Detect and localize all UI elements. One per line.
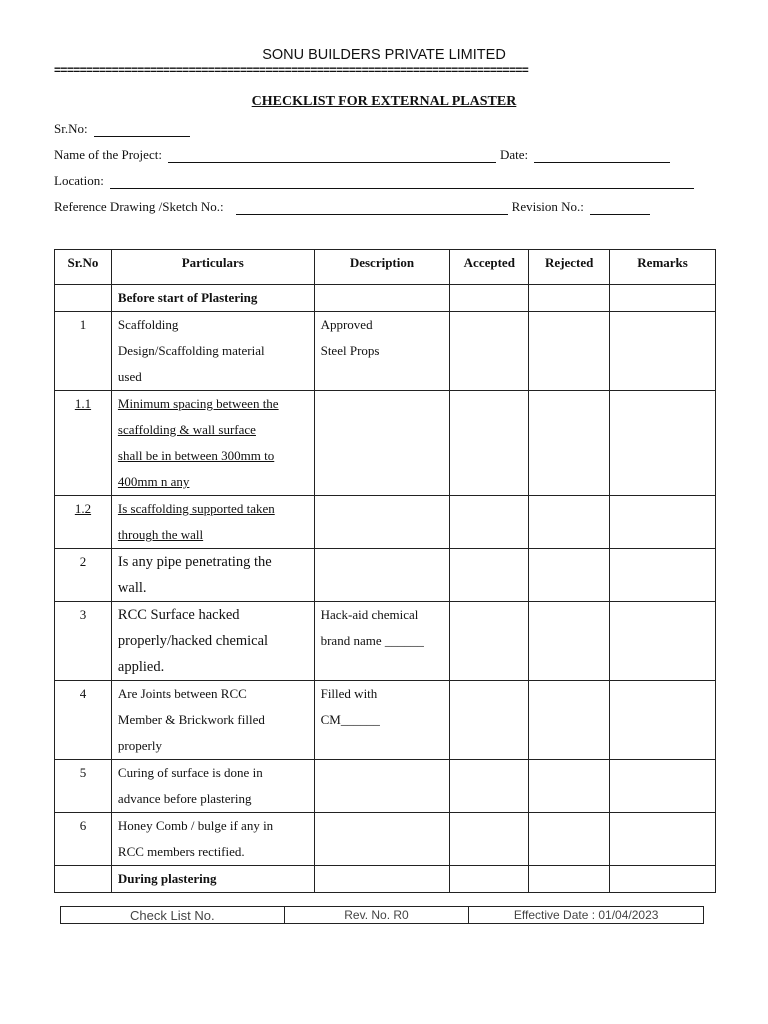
section-row-before	[55, 285, 716, 312]
particulars-cell: Minimum spacing between the scaffolding & wall surface shall be in between 300mm to 400mm n any	[111, 391, 314, 496]
section-label-before: Before start of Plastering	[111, 285, 314, 312]
table-row	[55, 813, 716, 866]
rejected-cell[interactable]	[529, 391, 610, 496]
section-row-during	[55, 866, 716, 893]
location-blank[interactable]	[110, 176, 694, 189]
rejected-cell[interactable]	[529, 549, 610, 602]
company-name: SONU BUILDERS PRIVATE LIMITED	[262, 47, 506, 63]
sr-cell: 1	[55, 312, 112, 391]
particulars-cell: Is any pipe penetrating the wall.	[111, 549, 314, 602]
table-row	[55, 312, 716, 391]
accepted-cell[interactable]	[450, 312, 529, 391]
particulars-cell: Scaffolding Design/Scaffolding material used	[111, 312, 314, 391]
rejected-cell[interactable]	[529, 681, 610, 760]
location-label: Location:	[54, 173, 104, 188]
ref-drawing-label: Reference Drawing /Sketch No.:	[54, 199, 224, 214]
particulars-cell: Is scaffolding supported taken through the wall	[111, 496, 314, 549]
accepted-cell[interactable]	[450, 760, 529, 813]
footer-checklist-no: Check List No.	[61, 907, 285, 924]
sr-cell: 6	[55, 813, 112, 866]
description-cell	[314, 760, 450, 813]
table-header-row	[55, 250, 716, 285]
remarks-cell[interactable]	[610, 391, 716, 496]
description-cell	[314, 549, 450, 602]
remarks-cell[interactable]	[610, 312, 716, 391]
description-cell	[314, 496, 450, 549]
description-cell: Approved Steel Props	[314, 312, 450, 391]
ref-drawing-blank[interactable]	[236, 202, 508, 215]
revision-blank[interactable]	[590, 202, 650, 215]
ref-drawing-field[interactable]	[54, 199, 650, 215]
sr-cell: 2	[55, 549, 112, 602]
separator-rule: ==========================================================================	[54, 64, 529, 76]
accepted-cell[interactable]	[450, 496, 529, 549]
table-row	[55, 391, 716, 496]
particulars-cell: Honey Comb / bulge if any in RCC members rectified.	[111, 813, 314, 866]
rejected-cell[interactable]	[529, 496, 610, 549]
sr-cell: 4	[55, 681, 112, 760]
remarks-cell[interactable]	[610, 813, 716, 866]
description-cell: Hack-aid chemical brand name ______	[314, 602, 450, 681]
footer-table	[60, 906, 704, 924]
particulars-cell: RCC Surface hacked properly/hacked chemical applied.	[111, 602, 314, 681]
table-row	[55, 602, 716, 681]
accepted-cell[interactable]	[450, 681, 529, 760]
table-row	[55, 760, 716, 813]
date-label: Date:	[499, 147, 529, 162]
accepted-cell[interactable]	[450, 391, 529, 496]
sr-cell: 1.2	[55, 496, 112, 549]
accepted-cell[interactable]	[450, 549, 529, 602]
footer-rev-no: Rev. No. R0	[284, 907, 469, 924]
col-header-sr-no: Sr.No	[55, 250, 112, 285]
table-row	[55, 496, 716, 549]
sr-no-label: Sr.No:	[54, 121, 88, 136]
remarks-cell[interactable]	[610, 760, 716, 813]
col-header-rejected: Rejected	[529, 250, 610, 285]
sr-no-field[interactable]	[54, 121, 190, 137]
description-cell	[314, 391, 450, 496]
project-blank[interactable]	[168, 150, 496, 163]
remarks-cell[interactable]	[610, 681, 716, 760]
sr-cell: 5	[55, 760, 112, 813]
remarks-cell[interactable]	[610, 496, 716, 549]
rejected-cell[interactable]	[529, 813, 610, 866]
sr-no-blank[interactable]	[94, 124, 190, 137]
description-cell: Filled with CM______	[314, 681, 450, 760]
accepted-cell[interactable]	[450, 813, 529, 866]
col-header-particulars: Particulars	[111, 250, 314, 285]
project-field[interactable]	[54, 147, 670, 163]
footer-effective-date: Effective Date : 01/04/2023	[469, 907, 704, 924]
table-row	[55, 681, 716, 760]
checklist-table	[54, 249, 716, 893]
accepted-cell[interactable]	[450, 602, 529, 681]
description-cell	[314, 813, 450, 866]
sr-cell: 3	[55, 602, 112, 681]
table-row	[55, 549, 716, 602]
date-blank[interactable]	[534, 150, 670, 163]
remarks-cell[interactable]	[610, 549, 716, 602]
document-title: CHECKLIST FOR EXTERNAL PLASTER	[251, 94, 517, 109]
col-header-remarks: Remarks	[610, 250, 716, 285]
project-label: Name of the Project:	[54, 147, 162, 162]
rejected-cell[interactable]	[529, 312, 610, 391]
particulars-cell: Curing of surface is done in advance before plastering	[111, 760, 314, 813]
col-header-description: Description	[314, 250, 450, 285]
remarks-cell[interactable]	[610, 602, 716, 681]
col-header-accepted: Accepted	[450, 250, 529, 285]
rejected-cell[interactable]	[529, 602, 610, 681]
particulars-cell: Are Joints between RCC Member & Brickwork filled properly	[111, 681, 314, 760]
section-label-during: During plastering	[111, 866, 314, 893]
sr-cell: 1.1	[55, 391, 112, 496]
location-field[interactable]	[54, 173, 694, 189]
revision-label: Revision No.:	[511, 199, 584, 214]
rejected-cell[interactable]	[529, 760, 610, 813]
